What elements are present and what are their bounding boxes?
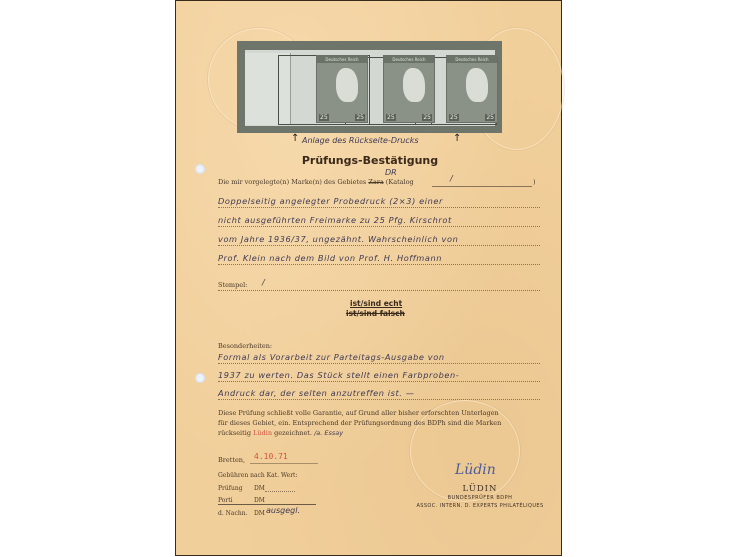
stamp-value: 25 [356, 114, 364, 121]
stamp-header: Deutsches Reich [447, 56, 497, 63]
description-rule [218, 245, 540, 246]
stamp-2 [383, 55, 435, 123]
stamp-value: 25 [320, 114, 328, 121]
red-stamp-mark: Lüdin [253, 429, 273, 437]
strip-caption: Anlage des Rückseite-Drucks [302, 136, 419, 145]
fee-label-nachnahme: d. Nachn. [218, 510, 248, 517]
stamp-value: 25 [423, 114, 431, 121]
guarantee-line: für dieses Gebiet, ein. Entsprechend der Prüfungsordnung des BDPh sind die Marken [218, 419, 502, 427]
stamp-header: Deutsches Reich [317, 56, 367, 63]
fee-rule [265, 491, 295, 492]
date-rule [250, 463, 318, 464]
expert-title-2: ASSOC. INTERN. D. EXPERTS PHILATÉLIQUES [416, 503, 544, 509]
description-rule [218, 207, 540, 208]
guarantee-text: gezeichnet. [274, 429, 312, 437]
besonderheiten-line: Formal als Vorarbeit zur Parteitags-Ausgabe von [218, 352, 445, 362]
besonderheiten-rule [218, 399, 540, 400]
fee-currency: DM [254, 510, 265, 517]
guarantee-line: Diese Prüfung schließt volle Garantie, auf Grund aller bisher erforschten Unterlagen [218, 409, 499, 417]
fee-label-pruefung: Prüfung [218, 485, 243, 492]
intro-line [218, 178, 414, 186]
fee-total-rule [218, 504, 316, 505]
besonderheiten-line: Andruck dar, der selten anzutreffen ist. — [218, 388, 415, 398]
catalog-value: / [450, 174, 453, 183]
stamp-header: Deutsches Reich [384, 56, 434, 63]
place-label: Bretten, [218, 456, 246, 464]
catalog-rule [432, 186, 532, 187]
punch-hole-bottom [195, 373, 205, 383]
portrait-image [466, 68, 488, 102]
guarantee-paragraph [218, 408, 540, 438]
intro-text: Die mir vorgelegte(n) Marke(n) des Gebietes [218, 178, 367, 186]
arrow-up-icon: ↑ [453, 133, 462, 144]
description-line: Prof. Klein nach dem Bild von Prof. H. Hoffmann [218, 253, 443, 263]
verdict-genuine: ist/sind echt [350, 299, 403, 308]
stamp-1 [316, 55, 368, 123]
portrait-image [403, 68, 425, 102]
besonderheiten-rule [218, 381, 540, 382]
stamp-value: 25 [486, 114, 494, 121]
besonderheiten-rule [218, 363, 540, 364]
portrait-image [336, 68, 358, 102]
catalog-close: ) [533, 178, 536, 186]
catalog-label: (Katalog [385, 178, 414, 186]
description-line: Doppelseitig angelegter Probedruck (2×3) einer [218, 196, 443, 206]
description-line: vom Jahre 1936/37, ungezähnt. Wahrscheinlich von [218, 234, 459, 244]
description-line: nicht ausgeführten Freimarke zu 25 Pfg. Kirschrot [218, 215, 452, 225]
page-title: Prüfungs-Bestätigung [301, 154, 439, 167]
stempel-label: Stempel: [218, 281, 248, 289]
description-rule [218, 264, 540, 265]
expert-name: LÜDIN [462, 484, 498, 494]
stamp-value: 25 [387, 114, 395, 121]
guarantee-text: rückseitig [218, 429, 251, 437]
arrow-up-icon: ↑ [291, 133, 300, 144]
verdict-fake: ist/sind falsch [346, 309, 405, 318]
stempel-value: / [262, 278, 265, 287]
handwritten-note: /a. Essay [314, 429, 344, 437]
stamp-value: 25 [450, 114, 458, 121]
stempel-rule [218, 290, 540, 291]
expert-signature: Lüdin [455, 462, 496, 478]
area-handwritten: DR [385, 168, 397, 177]
expert-title-1: BUNDESPRÜFER BDPH [447, 495, 513, 501]
besonderheiten-line: 1937 zu werten. Das Stück stellt einen Farbproben- [218, 370, 460, 380]
description-rule [218, 226, 540, 227]
stamp-3 [446, 55, 498, 123]
fees-label: Gebühren nach Kat. Wert: [218, 472, 298, 479]
struck-area-word: Zara [368, 178, 384, 186]
fee-currency: DM [254, 497, 265, 504]
fee-currency: DM [254, 485, 265, 492]
fee-value-handwritten: ausgegl. [266, 506, 300, 515]
besonderheiten-label: Besonderheiten: [218, 342, 273, 350]
date-stamp: 4.10.71 [254, 452, 288, 461]
guarantee-line [218, 428, 540, 438]
fee-label-porti: Porti [218, 497, 233, 504]
